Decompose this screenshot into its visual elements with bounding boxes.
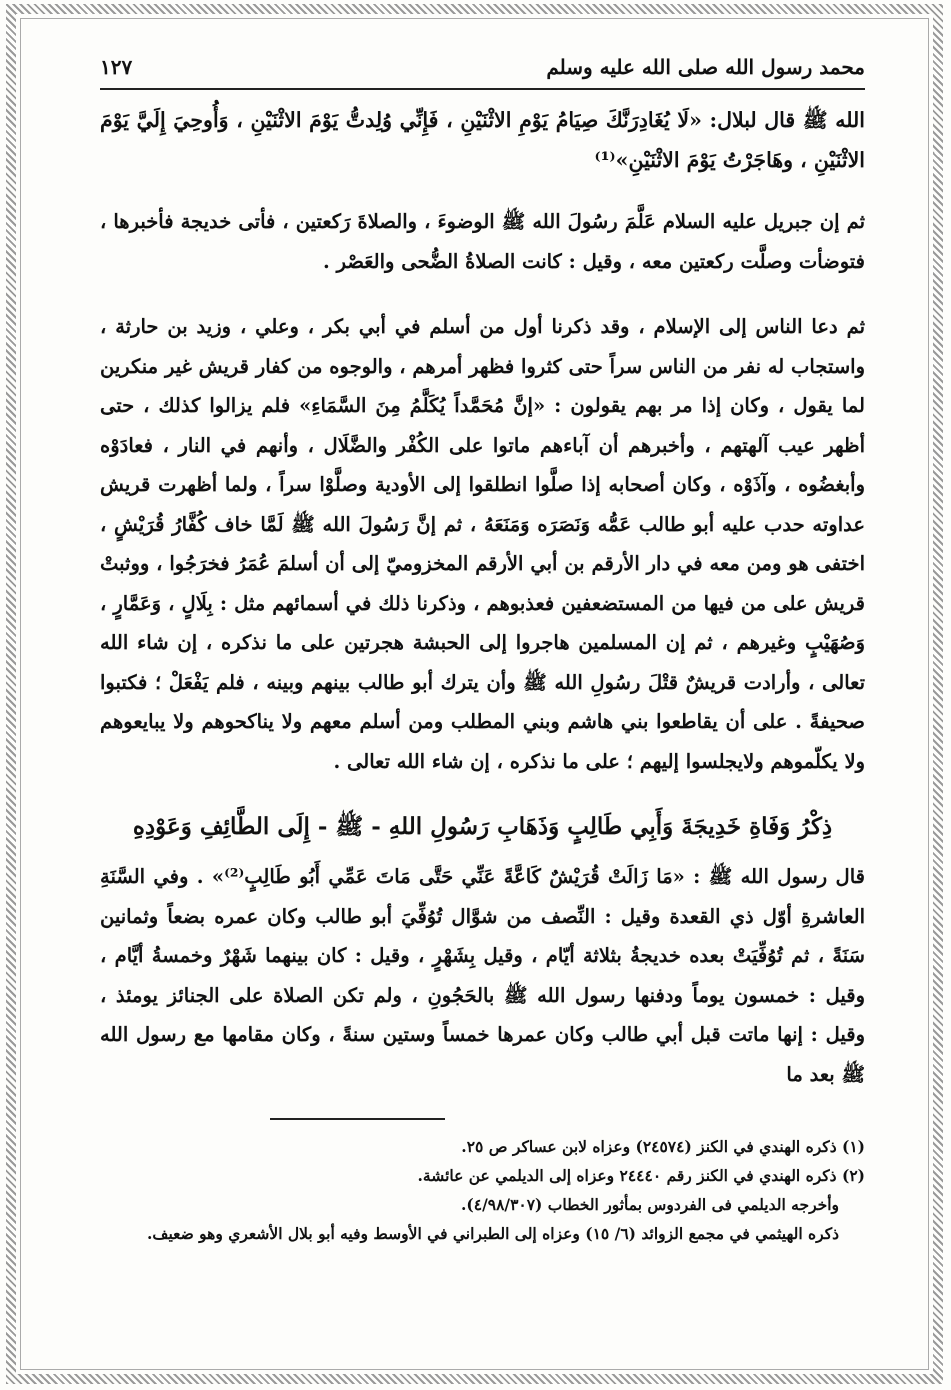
footnote-2-continued: وأخرجه الديلمي فى الفردوس بمأثور الخطاب (٤/٩٨/٣٠٧). bbox=[461, 1195, 839, 1214]
running-header bbox=[100, 52, 865, 90]
footnotes bbox=[100, 1132, 865, 1248]
paragraph-4: قال رسول الله ﷺ : «مَا زَالَتْ قُرَيْشٌ كَاعَّةً عَنِّي حَتَّى مَاتَ عَمِّي أَبُو طَالِبٍ⁽²⁾» . وفي السَّنَةِ العاشرةِ أوّل ذي القعدة وقيل : النِّصف من شوَّال تُوُفِّيَ أبو طالب وكان عمره بضعاً وثمانين سَنَةً ، ثم تُوُفِّيَتْ بعده خديجةُ بثلاثة أيّام ، وقيل بِشَهْرٍ ، وقيل : كان بينهما شَهْرٌ وخمسةُ أيَّام ، وقيل : خمسون يوماً ودفنها رسول الله ﷺ بالحَجُونِ ، ولم تكن الصلاة على الجنائز يومئذ ، وقيل : إنها ماتت قبل أبي طالب وكان عمرها خمساً وستين سنةً ، وكان مقامها مع رسول الله ﷺ بعد ما bbox=[100, 865, 865, 1086]
paragraph-3: ثم دعا الناس إلى الإسلام ، وقد ذكرنا أول من أسلم في أبي بكر ، وعلي ، وزيد بن حارثة ، واستجاب له نفر من الناس سراً حتى كثروا فظهر أمرهم ، والوجوه من كفار قريش غير منكرين لما يقول ، وكان إذا مر بهم يقولون : «إنَّ مُحَمَّداً يُكَلَّمُ مِنَ السَّمَاءِ» فلم يزالوا كذلك ، حتى أظهر عيب آلهتهم ، وأخبرهم أن آباءهم ماتوا على الكُفْر والضَّلَال ، وأنهم في النار ، فعادَوْه وأبغضُوه ، وآذَوْه ، وكان أصحابه إذا صلَّوا انطلقوا إلى الأودية وصلَّوْا سراً ، ولما أظهرت قريش عداوته حدب عليه أبو طالب عَمُّه وَنَصَرَه وَمَنَعَهُ ، ثم إنَّ رَسُولَ الله ﷺ لَمَّا خاف كُفَّارُ قُرَيْشٍ ، اختفى هو ومن معه في دار الأرقم بن أبي الأرقم المخزوميّ إلى أن أسلمَ عُمَرُ فخرَجُوا ، ووثبتْ قريش على من فيها من المستضعفين فعذبوهم ، وذكرنا ذلك في أسمائهم مثل : بِلَالٍ ، وَعَمَّارٍ ، وَصُهَيْبٍ وغيرهم ، ثم إن المسلمين هاجروا إلى الحبشة هجرتين على ما نذكره ، إن شاء الله تعالى ، وأرادت قريشٌ قتْلَ رسُولِ الله ﷺ وأن يترك أبو طالب بينهم وبينه ، فلم يَفْعَلْ ؛ فكتبوا صحيفةً . على أن يقاطعوا بني هاشم وبني المطلب ومن أسلم معهم ولا يناكحوهم ولا يبايعوهم ولا يكلّموهم ولايجلسوا إليهم ؛ على ما نذكره ، إن شاء الله تعالى . bbox=[100, 315, 865, 773]
paragraph-2: ثم إن جبريل عليه السلام عَلَّمَ رسُولَ الله ﷺ الوضوءَ ، والصلاةَ رَكعتين ، فأتى خديجة فأخبرها ، فتوضأت وصلَّت ركعتين معه ، وقيل : كانت الصلاةُ الضُّحى والعَصْر . bbox=[100, 210, 865, 273]
header-title: محمد رسول الله صلى الله عليه وسلم bbox=[546, 55, 865, 79]
footnote-1: (١) ذكره الهندي في الكنز (٢٤٥٧٤) وعزاه لابن عساكر ص ٢٥. bbox=[461, 1137, 865, 1156]
section-heading: ذِكْرُ وَفَاةِ خَدِيجَةَ وَأَبِي طَالِبٍ وَذَهَابِ رَسُولِ اللهِ - ﷺ - إِلَى الطَّائِفِ وَعَوْدِهِ bbox=[132, 813, 833, 840]
footnote-separator bbox=[100, 1118, 865, 1120]
footnote-3: ذكره الهيثمي في مجمع الزوائد (٦/ ١٥) وعزاه إلى الطبراني في الأوسط وفيه أبو بلال الأشعري وهو ضعيف. bbox=[147, 1224, 839, 1243]
book-page bbox=[100, 52, 865, 1248]
footnote-2: (٢) ذكره الهندي في الكنز رقم ٢٤٤٤٠ وعزاه إلى الديلمي عن عائشة. bbox=[417, 1166, 865, 1185]
page-number: ١٢٧ bbox=[100, 55, 133, 79]
paragraph-1: الله ﷺ قال لبلال: «لَا يُغَادِرَنَّكَ صِيَامُ يَوْمِ الاثْنَيْنِ ، فَإِنِّي وُلِدتُّ يَوْمَ الاثْنَيْنِ ، وَأُوحِيَ إِلَيَّ يَوْمَ الاثْنَيْنِ ، وهَاجَرْتُ يَوْمَ الاثْنَيْنِ»⁽¹⁾ bbox=[100, 108, 865, 172]
